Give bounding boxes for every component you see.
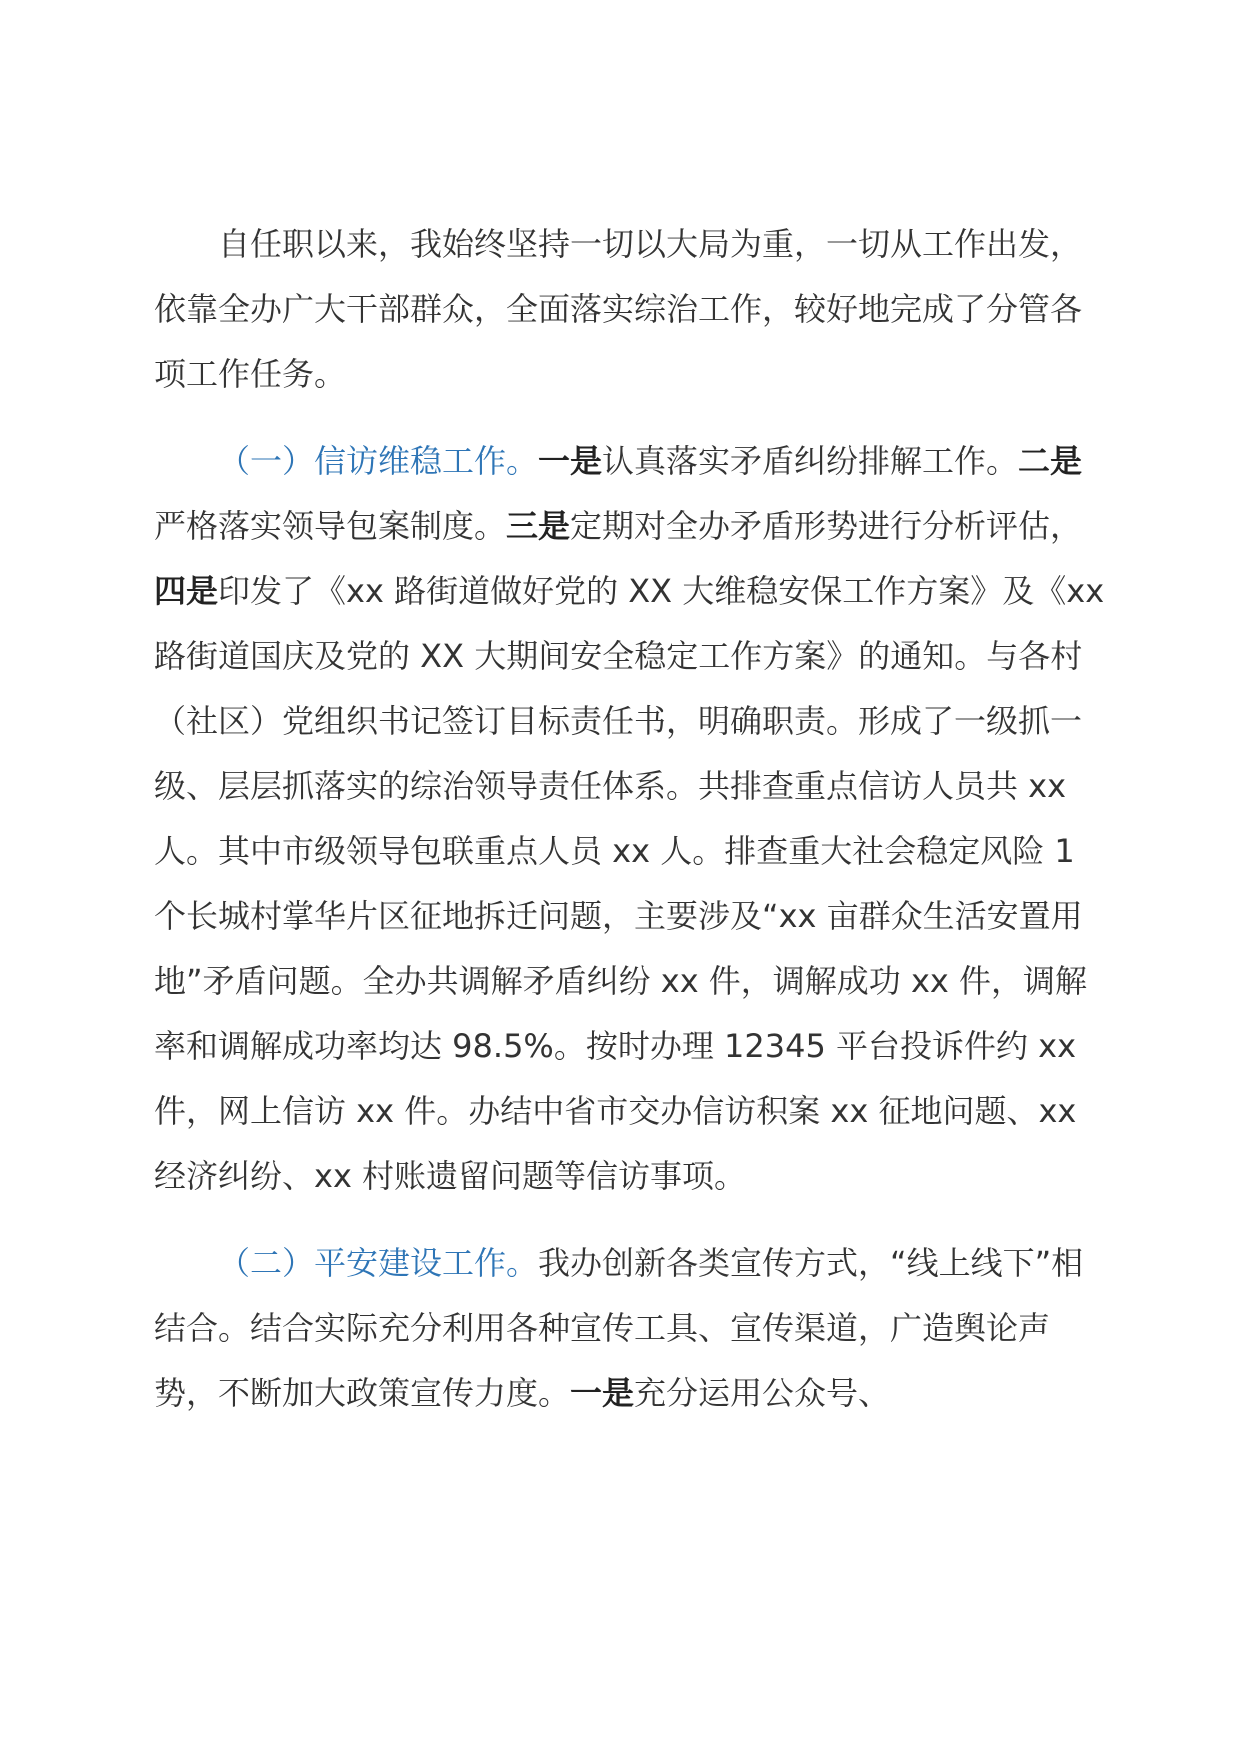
section-1-point-4-text: 印发了《xx 路街道做好党的 XX 大维稳安保工作方案》及《xx 路街道国庆及党的 XX 大期间安全稳定工作方案》的通知。与各村（社区）党组织书记签订目标责任书，明确职责。形成了一级抓一级、层层抓落实的综治领导责任体系。共排查重点信访人员共 xx 人。其中市级领导包联重点人员 xx 人。排查重大社会稳定风险 1 个长城村掌华片区征地拆迁问题，主要涉及“xx 亩群众生活安置用地”矛盾问题。全办共调解矛盾纠纷 xx 件，调解成功 xx 件，调解率和调解成功率均达 98.5%。按时办理 12345 平台投诉件约 xx 件，网上信访 xx 件。办结中省市交办信访积案 xx 征地问题、xx 经济纠纷、xx 村账遗留问题等信访事项。: [154, 572, 1105, 1195]
section-1-point-1-text: 认真落实矛盾纠纷排解工作。: [602, 442, 1019, 480]
section-1-point-1-lead: 一是: [538, 442, 603, 480]
section-2-point-1-lead: 一是: [570, 1374, 635, 1412]
section-2-text: 我办创新各类宣传方式，“线上线下”相结合。结合实际充分利用各种宣传工具、宣传渠道，广造舆论声势，不断加大政策宣传力度。: [154, 1244, 1084, 1412]
section-1-point-3-text: 定期对全办矛盾形势进行分析评估，: [570, 507, 1083, 545]
document-body: [154, 212, 1106, 1426]
section-1-point-4-lead: 四是: [154, 572, 219, 610]
intro-paragraph: [154, 212, 1106, 407]
intro-text: 自任职以来，我始终坚持一切以大局为重，一切从工作出发，依靠全办广大干部群众，全面落实综治工作，较好地完成了分管各项工作任务。: [154, 225, 1083, 393]
section-2-paragraph: [154, 1231, 1106, 1426]
section-2-heading: （二）平安建设工作。: [218, 1244, 539, 1282]
section-2-point-1-text: 充分运用公众号、: [634, 1374, 891, 1412]
section-1-point-2-lead: 二是: [1018, 442, 1083, 480]
section-1-paragraph: [154, 429, 1106, 1209]
section-1-point-3-lead: 三是: [506, 507, 571, 545]
section-1-point-2-text: 严格落实领导包案制度。: [154, 507, 507, 545]
section-1-heading: （一）信访维稳工作。: [218, 442, 539, 480]
